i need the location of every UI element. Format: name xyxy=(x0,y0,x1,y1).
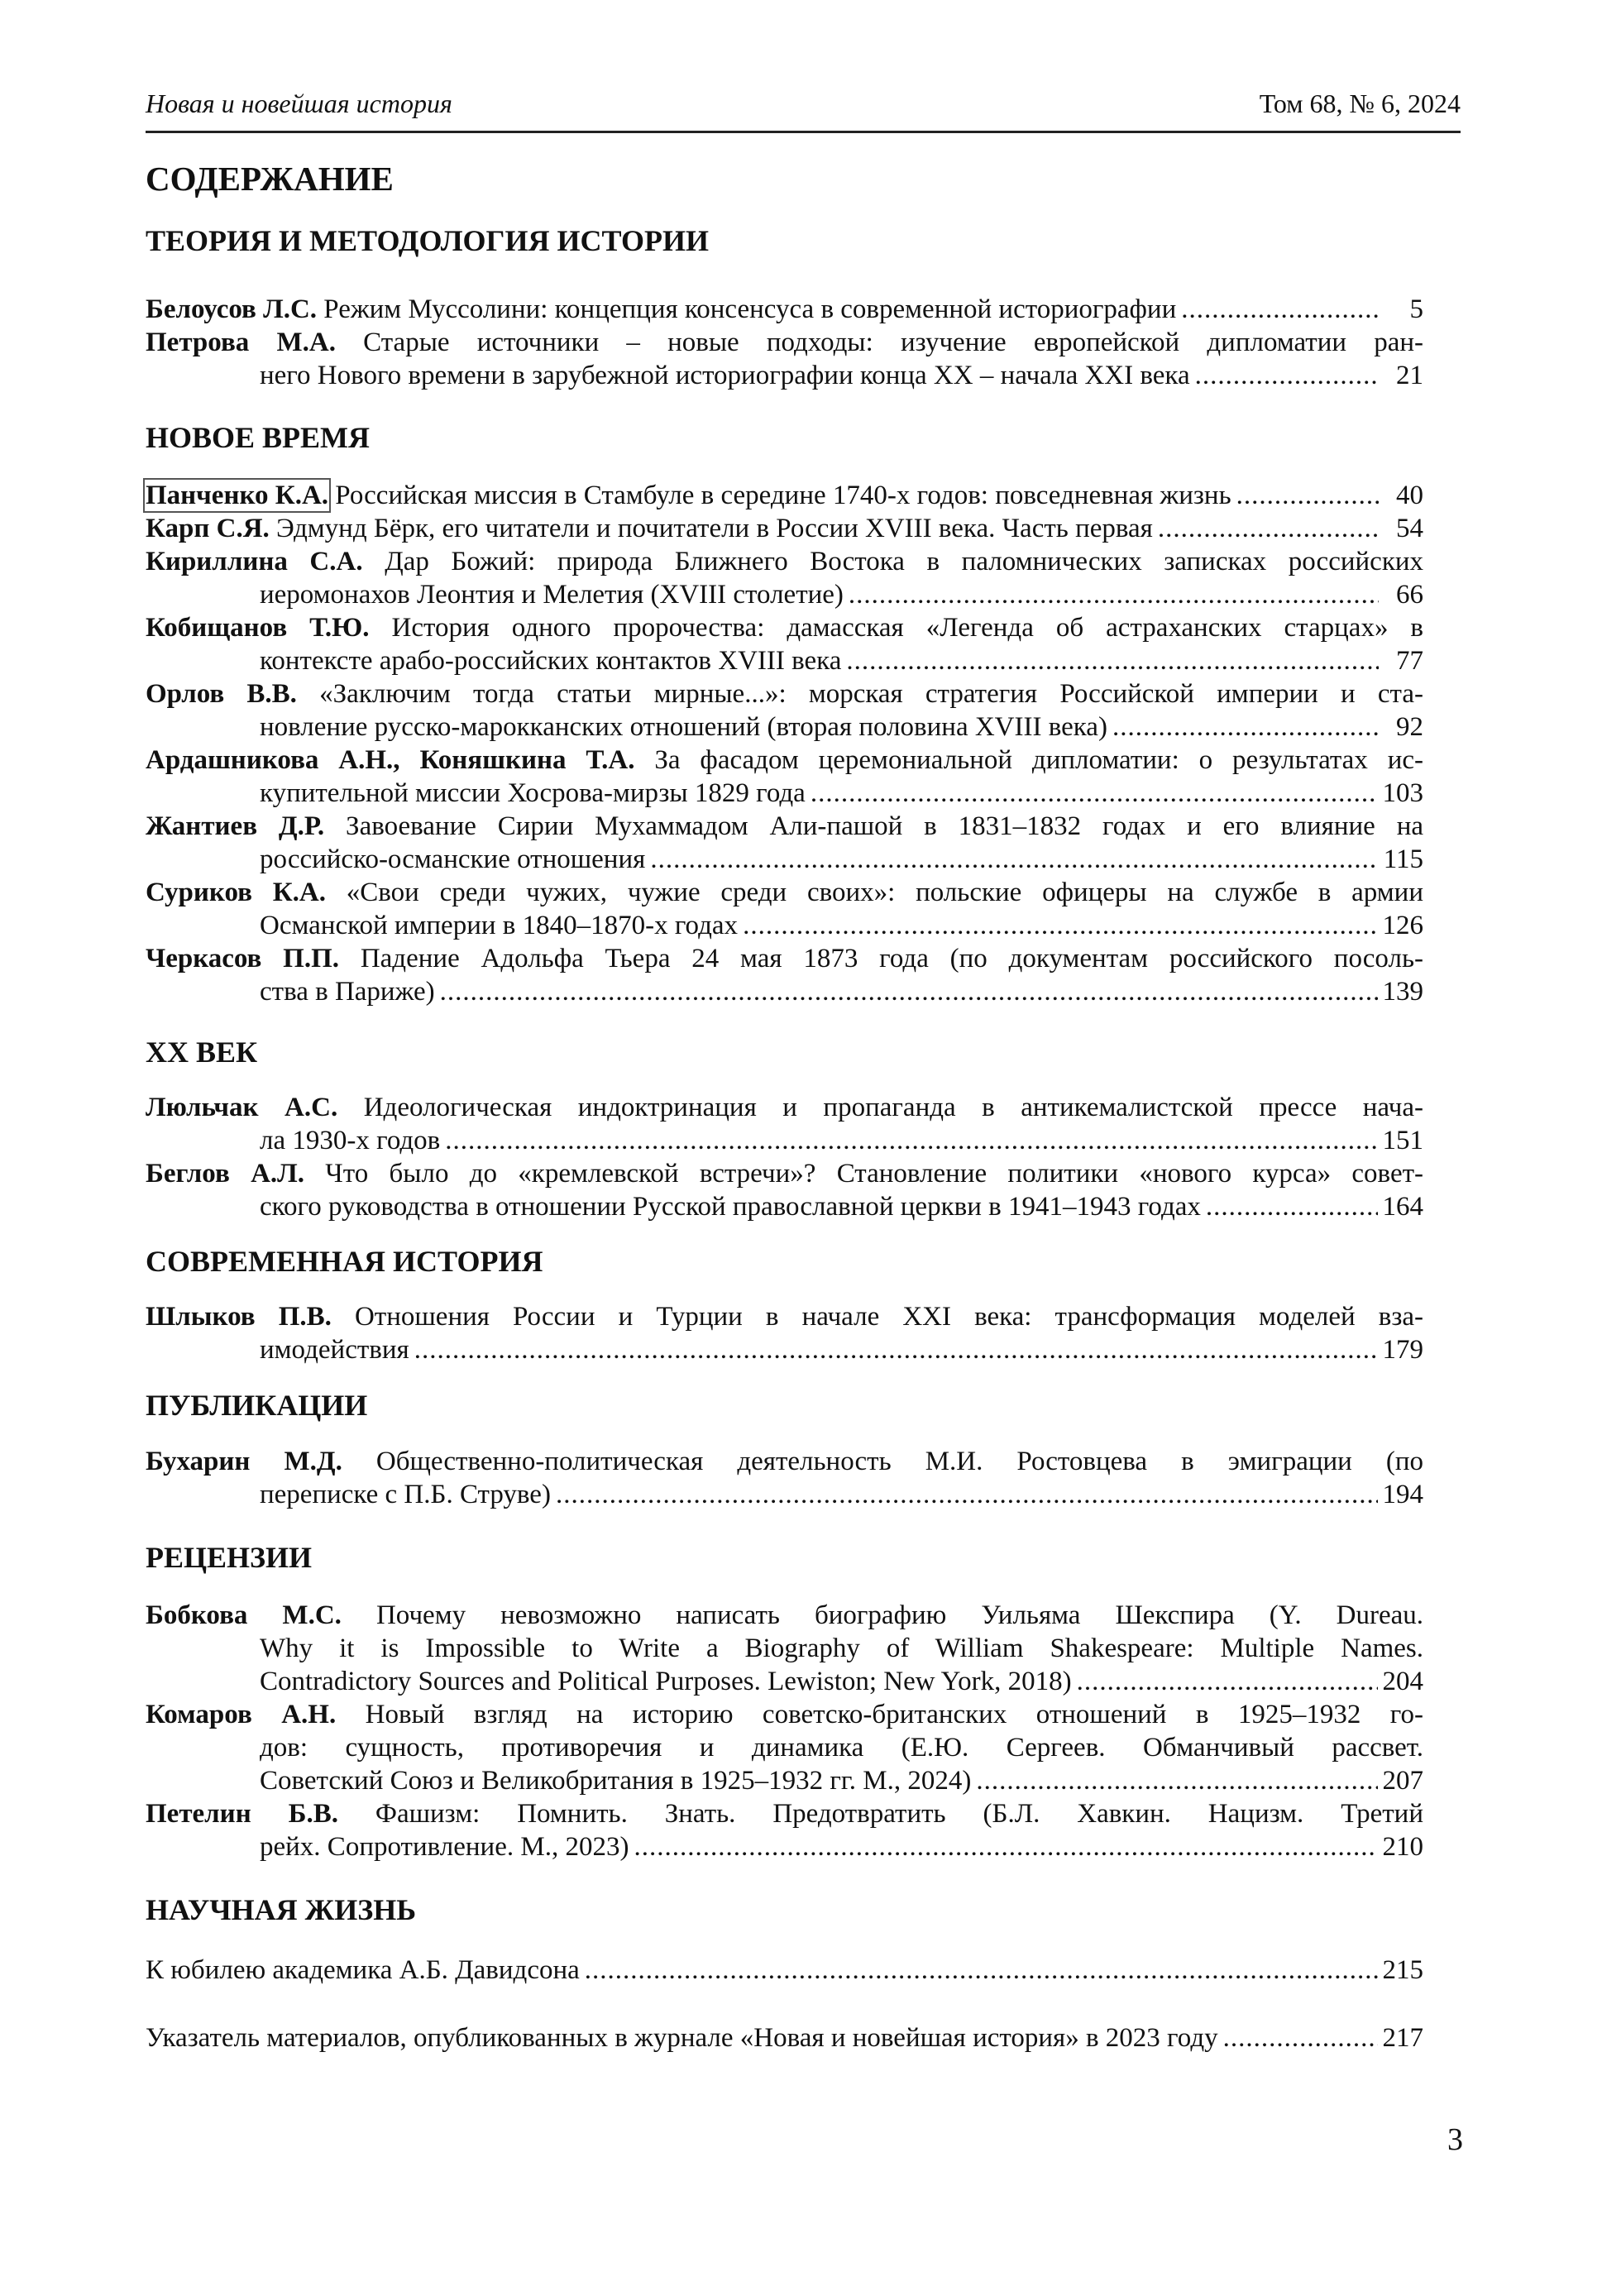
entry-page: 215 xyxy=(1382,1955,1423,1985)
entry-page: 194 xyxy=(1382,1480,1423,1509)
toc-entry-bukharin[interactable] xyxy=(146,1445,1423,1511)
entry-title-cont: Contradictory Sources and Political Purposes. Lewiston; New York, 2018) xyxy=(260,1667,1072,1696)
entry-title: Указатель материалов, опубликованных в журнале «Новая и новейшая история» в 2023 году xyxy=(146,2023,1218,2053)
entry-title-cont: ства в Париже) xyxy=(260,977,435,1007)
dot-leader xyxy=(1077,1665,1378,1698)
toc-entry-index[interactable] xyxy=(146,2021,1423,2054)
entry-page: 92 xyxy=(1396,712,1423,742)
toc-entry-petelin[interactable] xyxy=(146,1797,1423,1863)
toc-entry-cherkasov[interactable] xyxy=(146,942,1423,1008)
entry-author: Жантиев Д.Р. xyxy=(146,811,325,841)
entry-page: 54 xyxy=(1396,514,1423,543)
entry-author: Кобищанов Т.Ю. xyxy=(146,613,370,643)
toc-entry-panchenko[interactable] xyxy=(146,479,1423,512)
entry-page: 207 xyxy=(1382,1766,1423,1796)
entry-title-cont: рейх. Сопротивление. М., 2023) xyxy=(260,1832,629,1862)
dot-leader xyxy=(743,909,1377,942)
entry-title: Общественно-политическая деятельность М.И. Ростовцева в эмиграции (по xyxy=(375,1447,1423,1476)
toc-entry-beglov[interactable] xyxy=(146,1157,1423,1223)
entry-title: За фасадом церемониальной дипломатии: о результатах ис- xyxy=(654,745,1423,775)
dot-leader xyxy=(811,777,1378,810)
section-theory: ТЕОРИЯ И МЕТОДОЛОГИЯ ИСТОРИИ xyxy=(146,224,709,257)
toc-entry-ardashnikova[interactable] xyxy=(146,744,1423,810)
toc-entry-karp[interactable] xyxy=(146,512,1423,545)
dot-leader xyxy=(1236,479,1379,512)
entry-author: Беглов А.Л. xyxy=(146,1159,304,1189)
entry-title-cont: контексте арабо-российских контактов XVIII века xyxy=(260,646,842,676)
entry-page: 151 xyxy=(1382,1126,1423,1155)
section-contemporary: СОВРЕМЕННАЯ ИСТОРИЯ xyxy=(146,1245,543,1278)
entry-title-cont: ла 1930-х годов xyxy=(260,1126,441,1155)
entry-title-cont: новление русско-марокканских отношений (вторая половина XVIII века) xyxy=(260,712,1107,742)
toc-entry-kobishchanov[interactable] xyxy=(146,611,1423,677)
entry-title-cont: переписке с П.Б. Струве) xyxy=(260,1480,551,1509)
entry-title: Дар Божий: природа Ближнего Востока в паломнических записках российских xyxy=(385,547,1423,576)
entry-title: Что было до «кремлевской встречи»? Становление политики «нового курса» совет- xyxy=(325,1159,1423,1189)
entry-title-cont: купительной миссии Хосрова-мирзы 1829 года xyxy=(260,778,806,808)
toc-entry-orlov[interactable] xyxy=(146,677,1423,744)
entry-page: 40 xyxy=(1396,481,1423,510)
entry-page: 21 xyxy=(1396,361,1423,390)
dot-leader xyxy=(634,1830,1377,1863)
section-scientific-life: НАУЧНАЯ ЖИЗНЬ xyxy=(146,1893,417,1926)
entry-author: Карп С.Я. xyxy=(146,514,270,543)
entry-title: Завоевание Сирии Мухаммадом Али-пашой в 1831–1832 годах и его влияние на xyxy=(346,811,1423,841)
entry-author: Бобкова М.С. xyxy=(146,1600,342,1630)
toc-entry-bobkova[interactable] xyxy=(146,1599,1423,1698)
entry-title-cont: российско-османские отношения xyxy=(260,844,646,874)
entry-title: Отношения России и Турции в начале XXI века: трансформация моделей вза- xyxy=(354,1302,1423,1332)
entry-title-cont: Why it is Impossible to Write a Biography of William Shakespeare: Multiple Names. xyxy=(260,1634,1423,1663)
section-xx-century: XX ВЕК xyxy=(146,1036,258,1069)
entry-title: Старые источники – новые подходы: изучение европейской дипломатии ран- xyxy=(363,328,1423,357)
entry-title: «Свои среди чужих, чужие среди своих»: польские офицеры на службе в армии xyxy=(346,878,1423,907)
dot-leader xyxy=(976,1764,1377,1797)
entry-page: 164 xyxy=(1382,1192,1423,1222)
running-header xyxy=(146,81,1461,133)
contents-title: СОДЕРЖАНИЕ xyxy=(146,160,394,198)
toc-entry-surikov[interactable] xyxy=(146,876,1423,942)
entry-title: Фашизм: Помнить. Знать. Предотвратить (Б.Л. Хавкин. Нацизм. Третий xyxy=(375,1799,1423,1829)
entry-page: 66 xyxy=(1396,580,1423,610)
entry-title: «Заключим тогда статьи мирные...»: морская стратегия Российской империи и ста- xyxy=(319,679,1423,709)
dot-leader xyxy=(1112,710,1379,744)
toc-entry-lyulchak[interactable] xyxy=(146,1091,1423,1157)
entry-author: Панченко К.А. xyxy=(146,481,329,510)
entry-title-cont: дов: сущность, противоречия и динамика (Е.Ю. Сергеев. Обманчивый рассвет. xyxy=(260,1733,1423,1763)
issue-info: Том 68, № 6, 2024 xyxy=(1259,88,1461,118)
entry-page: 217 xyxy=(1382,2023,1423,2053)
entry-title: Новый взгляд на историю советско-британских отношений в 1925–1932 го- xyxy=(365,1700,1423,1729)
section-publications: ПУБЛИКАЦИИ xyxy=(146,1389,368,1422)
journal-title: Новая и новейшая история xyxy=(146,88,452,118)
dot-leader xyxy=(1206,1190,1378,1223)
entry-title-cont: ского руководства в отношении Русской православной церкви в 1941–1943 годах xyxy=(260,1192,1201,1222)
page-number: 3 xyxy=(1447,2122,1463,2157)
section-modern: НОВОЕ ВРЕМЯ xyxy=(146,421,371,454)
dot-leader xyxy=(650,843,1378,876)
entry-author: Бухарин М.Д. xyxy=(146,1447,342,1476)
entry-author: Белоусов Л.С. xyxy=(146,294,318,324)
entry-page: 77 xyxy=(1396,646,1423,676)
entry-author: Комаров А.Н. xyxy=(146,1700,337,1729)
entry-page: 103 xyxy=(1382,778,1423,808)
entry-author: Петелин Б.В. xyxy=(146,1799,338,1829)
dot-leader xyxy=(440,975,1378,1008)
dot-leader xyxy=(414,1333,1378,1366)
entry-author: Шлыков П.В. xyxy=(146,1302,332,1332)
toc-entry-davidson[interactable] xyxy=(146,1954,1423,1987)
toc-entry-petrova[interactable] xyxy=(146,326,1423,392)
entry-title: Падение Адольфа Тьера 24 мая 1873 года (по документам российского посоль- xyxy=(360,944,1423,973)
dot-leader xyxy=(1223,2021,1378,2054)
toc-entry-komarov[interactable] xyxy=(146,1698,1423,1797)
entry-author: Кириллина С.А. xyxy=(146,547,363,576)
entry-page: 204 xyxy=(1382,1667,1423,1696)
entry-title-cont: иеромонахов Леонтия и Мелетия (XVIII столетие) xyxy=(260,580,844,610)
toc-entry-belousov[interactable] xyxy=(146,293,1423,326)
entry-title-cont: имодействия xyxy=(260,1335,409,1365)
dot-leader xyxy=(556,1478,1378,1511)
dot-leader xyxy=(849,578,1379,611)
entry-page: 210 xyxy=(1382,1832,1423,1862)
entry-page: 179 xyxy=(1382,1335,1423,1365)
dot-leader xyxy=(445,1124,1377,1157)
toc-entry-shlykov[interactable] xyxy=(146,1300,1423,1366)
entry-title: Идеологическая индоктринация и пропаганда в антикемалистской прессе нача- xyxy=(363,1093,1423,1122)
dot-leader xyxy=(1195,359,1379,392)
entry-author: Ардашникова А.Н., Коняшкина Т.А. xyxy=(146,745,635,775)
entry-author: Суриков К.А. xyxy=(146,878,326,907)
entry-title-cont: него Нового времени в зарубежной историографии конца XX – начала XXI века xyxy=(260,361,1190,390)
entry-page: 126 xyxy=(1382,911,1423,940)
section-reviews: РЕЦЕНЗИИ xyxy=(146,1541,313,1574)
dot-leader xyxy=(585,1954,1378,1987)
entry-title-cont: Османской империи в 1840–1870-х годах xyxy=(260,911,739,940)
entry-page: 115 xyxy=(1383,844,1423,874)
toc-entry-zhantiev[interactable] xyxy=(146,810,1423,876)
toc-entry-kirillina[interactable] xyxy=(146,545,1423,611)
entry-title: История одного пророчества: дамасская «Легенда об астраханских старцах» в xyxy=(391,613,1423,643)
entry-page: 5 xyxy=(1409,294,1423,324)
entry-title-cont: Советский Союз и Великобритания в 1925–1932 гг. М., 2024) xyxy=(260,1766,972,1796)
entry-title: Российская миссия в Стамбуле в середине 1740-х годов: повседневная жизнь xyxy=(335,481,1231,510)
entry-title: Почему невозможно написать биографию Уильяма Шекспира (Y. Dureau. xyxy=(375,1600,1423,1630)
entry-title: Эдмунд Бёрк, его читатели и почитатели в России XVIII века. Часть первая xyxy=(276,514,1153,543)
entry-author: Петрова М.А. xyxy=(146,328,336,357)
entry-title: Режим Муссолини: концепция консенсуса в современной историографии xyxy=(323,294,1177,324)
entry-title: К юбилею академика А.Б. Давидсона xyxy=(146,1955,580,1985)
entry-author: Орлов В.В. xyxy=(146,679,297,709)
entry-page: 139 xyxy=(1382,977,1423,1007)
dot-leader xyxy=(1158,512,1379,545)
dot-leader xyxy=(1181,293,1379,326)
entry-author: Люльчак А.С. xyxy=(146,1093,338,1122)
entry-author: Черкасов П.П. xyxy=(146,944,340,973)
dot-leader xyxy=(846,644,1379,677)
